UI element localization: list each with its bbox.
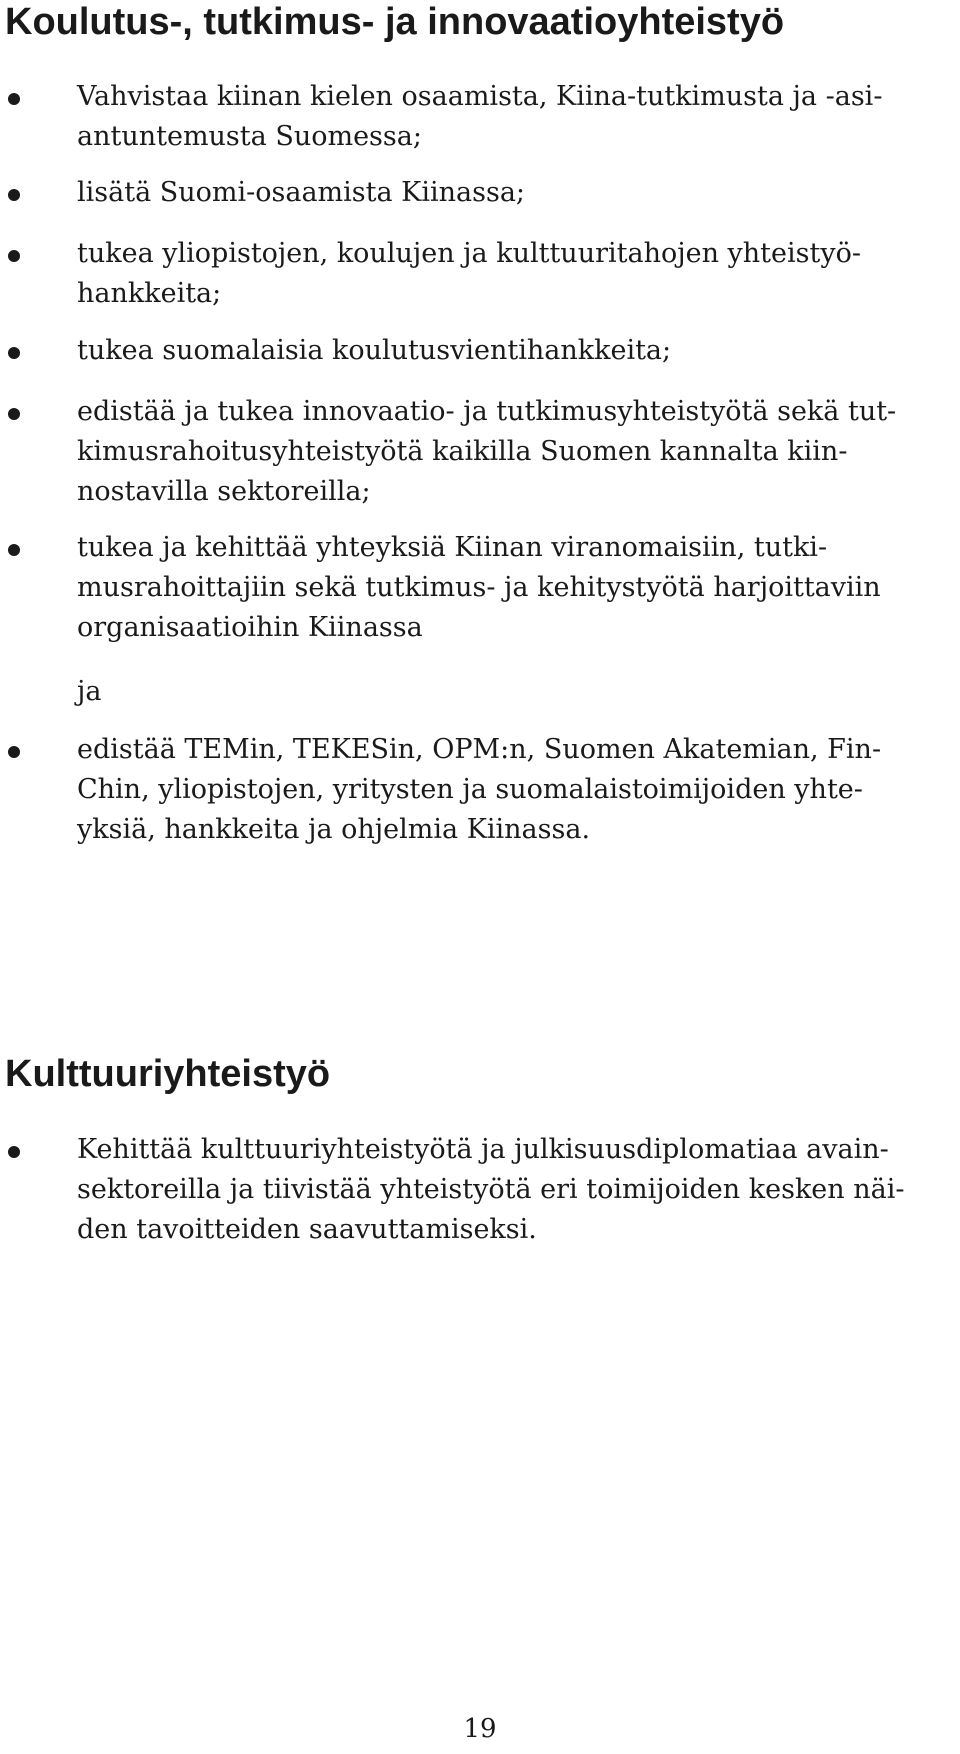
list-item <box>0 77 960 157</box>
bullet-icon <box>8 1146 20 1158</box>
list-item <box>0 234 960 314</box>
bullet-icon <box>8 408 20 420</box>
list-item-text: edistää TEMin, TEKESin, OPM:n, Suomen Akatemian, Fin- Chin, yliopistojen, yritysten ja suomalaistoimijoiden yhte- yksiä, hankkeita ja ohjelmia Kiinassa. <box>77 734 882 845</box>
section-heading-education: Koulutus-, tutkimus- ja innovaatioyhteistyö <box>5 1 785 43</box>
bullet-icon <box>8 189 20 201</box>
bullet-icon <box>8 250 20 262</box>
connector-text: ja <box>77 676 102 707</box>
bullet-icon <box>8 347 20 359</box>
bullet-icon <box>8 93 20 105</box>
page-number: 19 <box>463 1714 497 1744</box>
bullet-icon <box>8 746 20 758</box>
list-item <box>0 1130 960 1250</box>
bullet-icon <box>8 544 20 556</box>
list-item-text: tukea yliopistojen, koulujen ja kulttuuritahojen yhteistyö- hankkeita; <box>77 238 861 309</box>
list-item-text: Kehittää kulttuuriyhteistyötä ja julkisuusdiplomatiaa avain- sektoreilla ja tiivistää yhteistyötä eri toimijoiden kesken näi- den tavoitteiden saavuttamiseksi. <box>77 1134 905 1245</box>
list-item-text: lisätä Suomi-osaamista Kiinassa; <box>77 177 526 208</box>
list-item <box>0 528 960 648</box>
list-item-text: edistää ja tukea innovaatio- ja tutkimusyhteistyötä sekä tut- kimusrahoitusyhteistyötä kaikilla Suomen kannalta kiin- nostavilla sektoreilla; <box>77 396 897 507</box>
section-heading-culture: Kulttuuriyhteistyö <box>5 1053 331 1095</box>
list-item-text: tukea ja kehittää yhteyksiä Kiinan viranomaisiin, tutki- musrahoittajiin sekä tutkimus- ja kehitystyötä harjoittaviin organisaatioihin Kiinassa <box>77 532 881 643</box>
list-item <box>0 392 960 512</box>
list-item <box>0 173 960 213</box>
list-item <box>0 331 960 371</box>
list-item-text: tukea suomalaisia koulutusvientihankkeita; <box>77 335 672 366</box>
list-item-text: Vahvistaa kiinan kielen osaamista, Kiina-tutkimusta ja -asi- antuntemusta Suomessa; <box>77 81 883 152</box>
list-item <box>0 730 960 850</box>
